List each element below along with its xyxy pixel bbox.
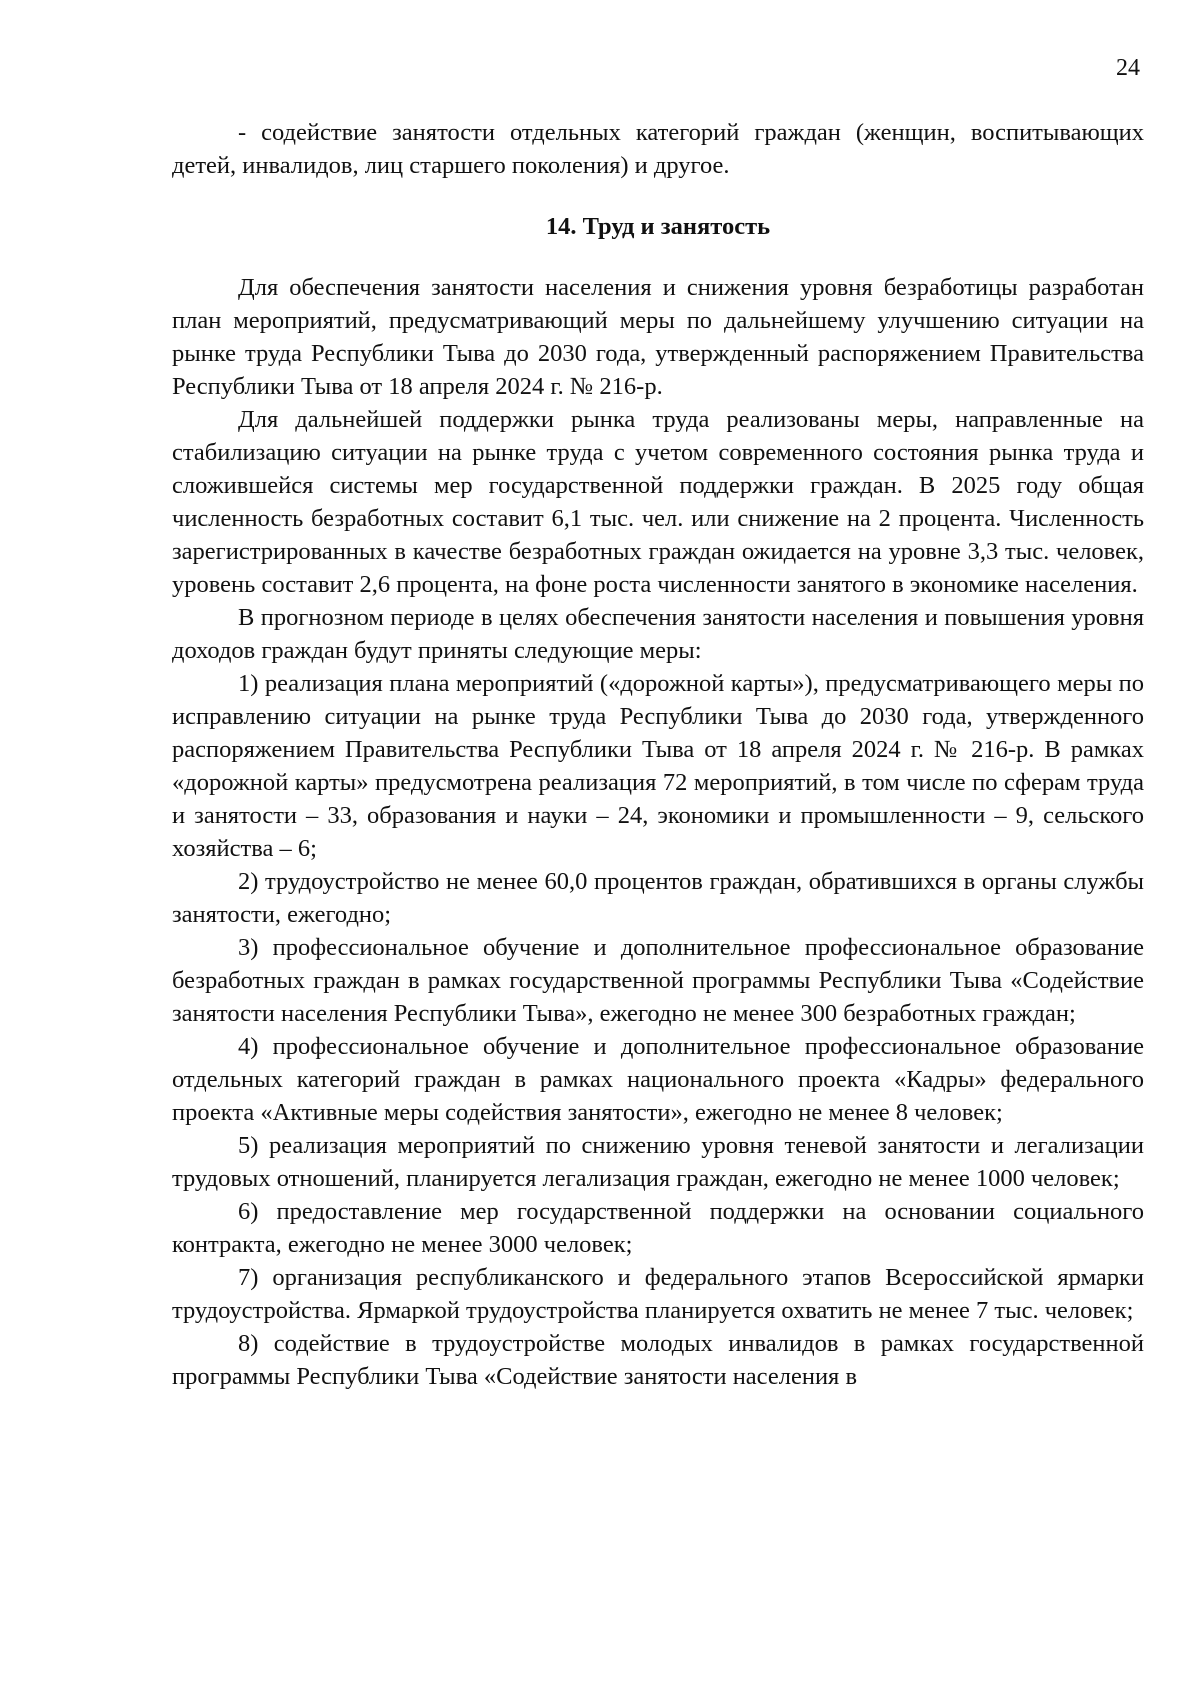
body-paragraph: В прогнозном периоде в целях обеспечения занятости населения и повышения уровня доходов граждан будут приняты следующие меры: — [172, 604, 1144, 664]
body-paragraph: Для обеспечения занятости населения и снижения уровня безработицы разработан план мероприятий, предусматривающий меры по дальнейшему улучшению ситуации на рынке труда Республики Тыва до 2030 года, утвержденный распоряжением Правительства Республики Тыва от 18 апреля 2024 г. № 216-р. — [172, 274, 1144, 400]
list-item: 6) предоставление мер государственной поддержки на основании социального контракта, ежегодно не менее 3000 человек; — [172, 1198, 1144, 1258]
list-item: 7) организация республиканского и федерального этапов Всероссийской ярмарки трудоустройства. Ярмаркой трудоустройства планируется охватить не менее 7 тыс. человек; — [172, 1264, 1144, 1324]
list-item: 8) содействие в трудоустройстве молодых инвалидов в рамках государственной программы Республики Тыва «Содействие занятости населения в — [172, 1330, 1144, 1390]
list-item: 2) трудоустройство не менее 60,0 процентов граждан, обратившихся в органы службы занятости, ежегодно; — [172, 868, 1144, 928]
section-heading: 14. Труд и занятость — [545, 213, 771, 240]
page-number: 24 — [1116, 55, 1140, 81]
body-paragraph: Для дальнейшей поддержки рынка труда реализованы меры, направленные на стабилизацию ситуации на рынке труда с учетом современного состояния рынка труда и сложившейся системы мер государственной поддержки граждан. В 2025 году общая численность безработных составит 6,1 тыс. чел. или снижение на 2 процента. Численность зарегистрированных в качестве безработных граждан ожидается на уровне 3,3 тыс. человек, уровень составит 2,6 процента, на фоне роста численности занятого в экономике населения. — [172, 406, 1144, 598]
document-body — [172, 116, 1144, 1393]
list-item: 4) профессиональное обучение и дополнительное профессиональное образование отдельных категорий граждан в рамках национального проекта «Кадры» федерального проекта «Активные меры содействия занятости», ежегодно не менее 8 человек; — [172, 1033, 1144, 1126]
list-item: 1) реализация плана мероприятий («дорожной карты»), предусматривающего меры по исправлению ситуации на рынке труда Республики Тыва до 2030 года, утвержденного распоряжением Правительства Республики Тыва от 18 апреля 2024 г. № 216-р. В рамках «дорожной карты» предусмотрена реализация 72 мероприятий, в том числе по сферам труда и занятости – 33, образования и науки – 24, экономики и промышленности – 9, сельского хозяйства – 6; — [172, 670, 1144, 862]
list-item: 3) профессиональное обучение и дополнительное профессиональное образование безработных граждан в рамках государственной программы Республики Тыва «Содействие занятости населения Республики Тыва», ежегодно не менее 300 безработных граждан; — [172, 934, 1144, 1027]
list-item: 5) реализация мероприятий по снижению уровня теневой занятости и легализации трудовых отношений, планируется легализация граждан, ежегодно не менее 1000 человек; — [172, 1132, 1144, 1192]
intro-paragraph: - содействие занятости отдельных категорий граждан (женщин, воспитывающих детей, инвалидов, лиц старшего поколения) и другое. — [172, 119, 1144, 179]
